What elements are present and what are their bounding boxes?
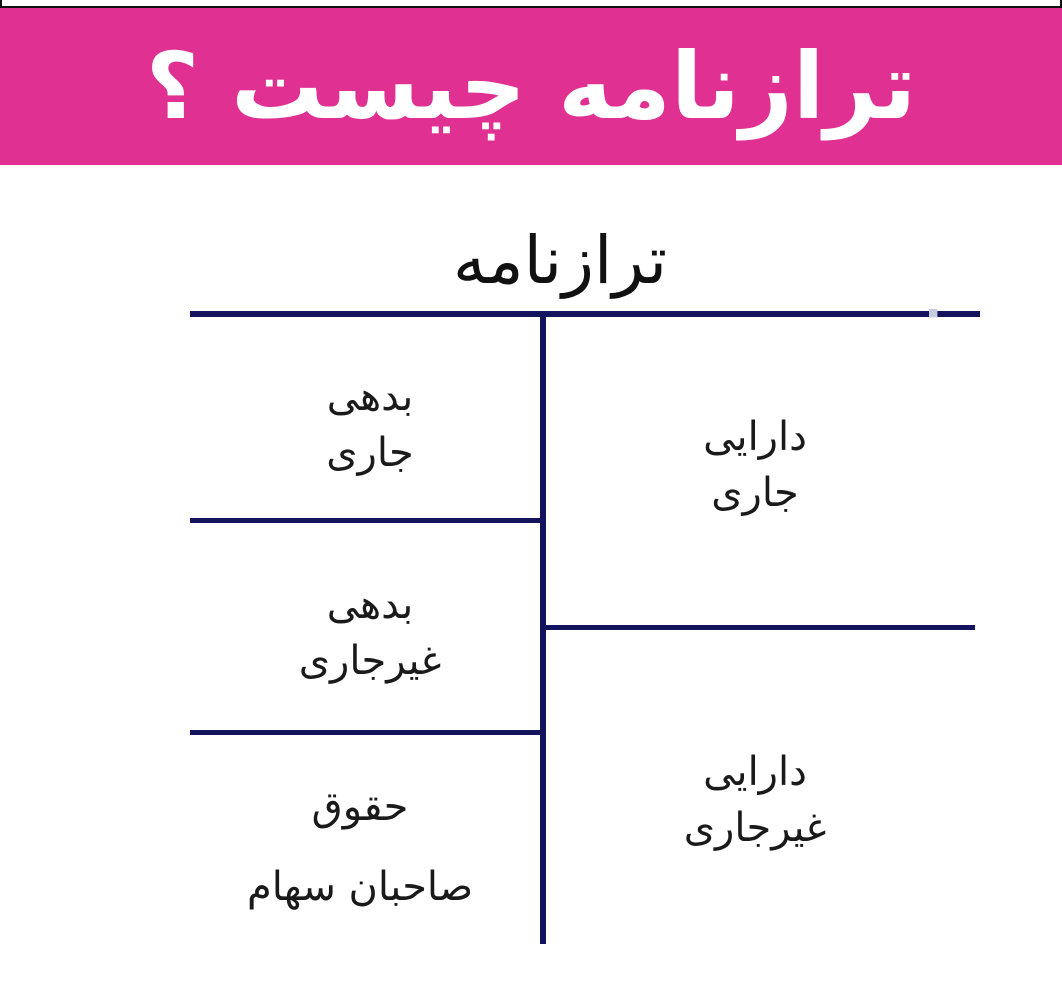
title-banner (0, 8, 1062, 165)
watermark-mark: ■ (928, 306, 939, 319)
current-assets-line2: جاری (711, 470, 799, 516)
shareholders-equity-line2: صاحبان سهام (246, 864, 474, 910)
current-liabilities-label (220, 360, 520, 490)
noncurrent-liabilities-line2: غیرجاری (298, 638, 442, 684)
top-horizontal-line (190, 311, 980, 317)
noncurrent-assets-line1: دارایی (703, 749, 807, 795)
top-frame-border (0, 0, 1062, 8)
current-liabilities-line2: جاری (326, 430, 414, 476)
left-divider-1 (190, 518, 543, 523)
diagram-title: ترازنامه (452, 221, 668, 299)
noncurrent-liabilities-line1: بدهی (326, 582, 414, 628)
current-assets-label (590, 395, 920, 535)
right-divider (543, 625, 975, 630)
noncurrent-liabilities-label (220, 568, 520, 698)
noncurrent-assets-label (590, 730, 920, 870)
shareholders-equity-label (200, 762, 520, 932)
current-assets-line1: دارایی (703, 414, 807, 460)
shareholders-equity-line1: حقوق (311, 784, 409, 830)
left-divider-2 (190, 730, 543, 735)
current-liabilities-line1: بدهی (326, 374, 414, 420)
banner-title: ترازنامه چیست ؟ (145, 32, 917, 140)
noncurrent-assets-line2: غیرجاری (683, 805, 827, 851)
